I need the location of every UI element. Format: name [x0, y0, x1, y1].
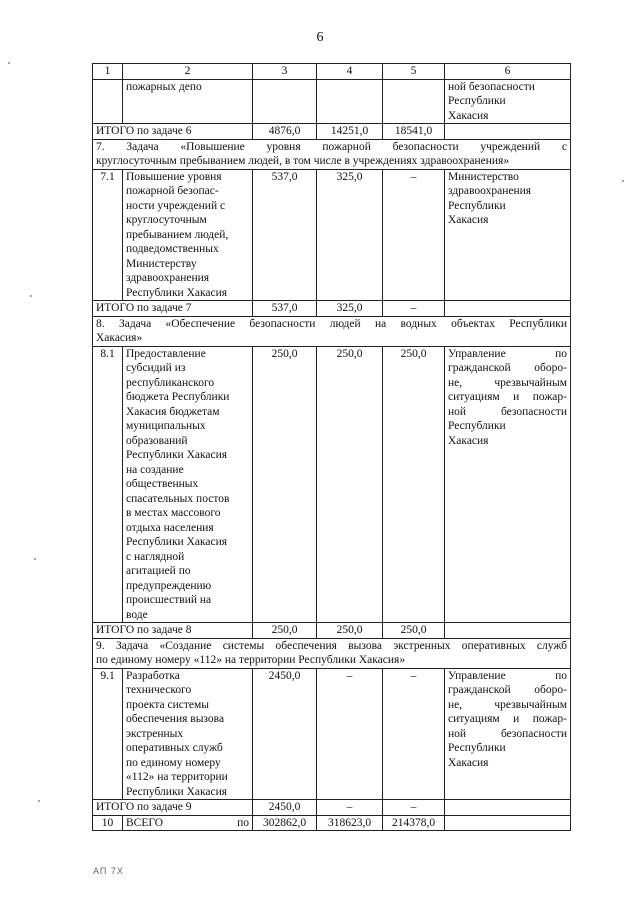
total-row-task-6 — [93, 124, 571, 140]
task-heading-line: круглосуточным пребыванием людей, в том числе в учреждениях здравоохранения» — [96, 155, 510, 167]
amount-cell: 250,0 — [317, 346, 383, 623]
footer-mark: АП 7Х — [93, 866, 124, 876]
total-value: 250,0 — [383, 623, 445, 639]
scan-speck — [8, 62, 10, 64]
measure-name: Разработка технического проекта системы обеспечения вызова экстренных оперативных служб по единому номеру «112» на территории Республики Хакасия — [123, 668, 253, 800]
amount-cell: – — [383, 668, 445, 800]
grand-total-row — [93, 815, 571, 831]
total-label: ИТОГО по задаче 6 — [93, 124, 253, 140]
measure-number: 7.1 — [93, 169, 123, 301]
total-row-task-7 — [93, 301, 571, 317]
executor-cell: Управление по гражданской оборо- не, чрезвычайным ситуациям и пожар- ной безопасности Республики Хакасия — [445, 346, 571, 623]
measure-number: 8.1 — [93, 346, 123, 623]
task-heading-7 — [93, 139, 571, 169]
amount-cell: 325,0 — [317, 169, 383, 301]
total-value: – — [383, 800, 445, 816]
total-value: 325,0 — [317, 301, 383, 317]
measure-number: 9.1 — [93, 668, 123, 800]
header-col-4: 4 — [317, 64, 383, 80]
scan-speck — [34, 558, 36, 560]
amount-cell: 318623,0 — [317, 815, 383, 831]
header-col-5: 5 — [383, 64, 445, 80]
total-label: ИТОГО по задаче 7 — [93, 301, 253, 317]
total-row-task-8 — [93, 623, 571, 639]
amount-cell: 250,0 — [253, 346, 317, 623]
page-number: 6 — [316, 30, 324, 45]
amount-cell: 302862,0 — [253, 815, 317, 831]
executor-cell: Управление по гражданской оборо- не, чрезвычайным ситуациям и пожар- ной безопасности Республики Хакасия — [445, 668, 571, 800]
grand-total-label: ВСЕГО по — [123, 815, 253, 831]
header-col-1: 1 — [93, 64, 123, 80]
continued-name: пожарных депо — [123, 79, 253, 124]
measure-row-7-1 — [93, 169, 571, 301]
amount-cell: – — [317, 668, 383, 800]
total-value: – — [317, 800, 383, 816]
total-row-task-9 — [93, 800, 571, 816]
program-table — [92, 63, 571, 831]
header-col-6: 6 — [445, 64, 571, 80]
total-value: – — [383, 301, 445, 317]
executor-cell: Министерство здравоохранения Республики Хакасия — [445, 169, 571, 301]
total-value: 18541,0 — [383, 124, 445, 140]
total-value: 2450,0 — [253, 800, 317, 816]
continued-executor: ной безопасности Республики Хакасия — [445, 79, 571, 124]
total-label: ИТОГО по задаче 9 — [93, 800, 253, 816]
total-label: ИТОГО по задаче 8 — [93, 623, 253, 639]
total-value: 4876,0 — [253, 124, 317, 140]
task-heading-9 — [93, 638, 571, 668]
measure-row-8-1 — [93, 346, 571, 623]
scan-speck — [38, 800, 40, 802]
total-value: 250,0 — [253, 623, 317, 639]
task-heading-line: 8. Задача «Обеспечение безопасности людей на водных объектах Республики — [96, 317, 567, 330]
scan-speck — [30, 295, 32, 297]
measure-row-9-1 — [93, 668, 571, 800]
amount-cell: 2450,0 — [253, 668, 317, 800]
amount-cell: – — [383, 169, 445, 301]
total-value: 14251,0 — [317, 124, 383, 140]
amount-cell: 537,0 — [253, 169, 317, 301]
measure-name: Предоставление субсидий из республиканского бюджета Республики Хакасия бюджетам муниципальных образований Республики Хакасия на создание общественных спасательных постов в местах массового отдыха населения Республики Хакасия с наглядной агитацией по предупреждению происшествий на воде — [123, 346, 253, 623]
header-col-3: 3 — [253, 64, 317, 80]
task-heading-line: 7. Задача «Повышение уровня пожарной безопасности учреждений с — [96, 140, 567, 153]
continued-row — [93, 79, 571, 124]
amount-cell: 250,0 — [383, 346, 445, 623]
task-heading-line: Хакасия» — [96, 332, 143, 344]
amount-cell: 214378,0 — [383, 815, 445, 831]
scan-speck — [622, 180, 624, 182]
total-value: 250,0 — [317, 623, 383, 639]
task-heading-8 — [93, 316, 571, 346]
measure-number: 10 — [93, 815, 123, 831]
header-row — [93, 64, 571, 80]
total-value: 537,0 — [253, 301, 317, 317]
header-col-2: 2 — [123, 64, 253, 80]
task-heading-line: 9. Задача «Создание системы обеспечения вызова экстренных оперативных служб — [96, 639, 567, 652]
measure-name: Повышение уровня пожарной безопас- ности учреждений с круглосуточным пребыванием людей, подведомственных Министерству здравоохранения Республики Хакасия — [123, 169, 253, 301]
task-heading-line: по единому номеру «112» на территории Республики Хакасия» — [96, 654, 406, 666]
